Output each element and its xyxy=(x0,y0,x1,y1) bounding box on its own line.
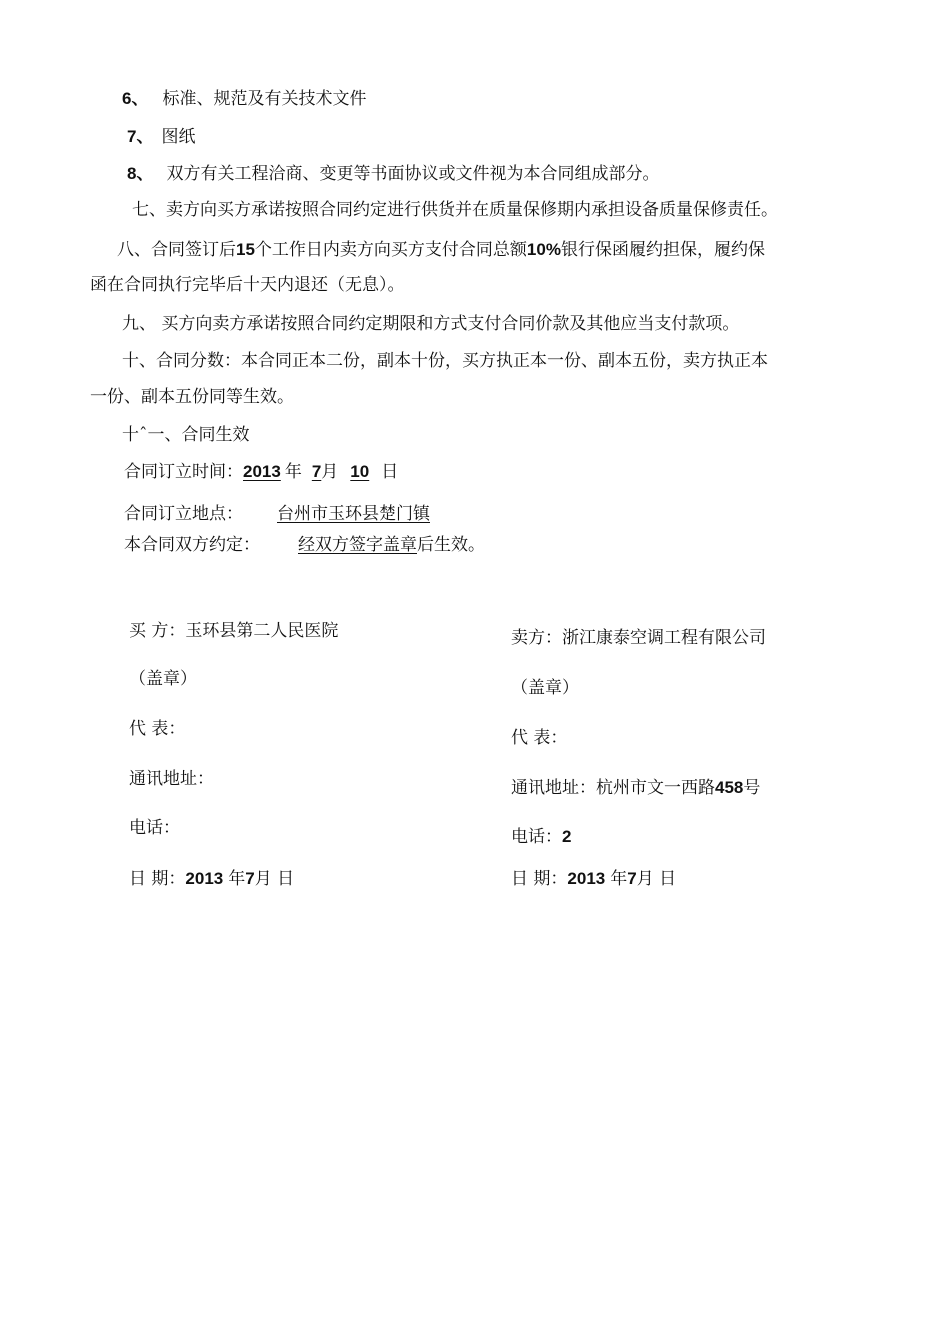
buyer-party: 买 方：玉环县第二人民医院 xyxy=(129,621,339,641)
clause-8-percent: 10% xyxy=(526,240,561,259)
clause-10-line2: 一份、副本五份同等生效。 xyxy=(90,387,294,407)
item-7-number: 7、 xyxy=(127,127,154,146)
item-6-number: 6、 xyxy=(122,89,149,108)
seller-phone-label: 电话： xyxy=(511,827,562,847)
clause-10-line1: 十、合同分数：本合同正本二份，副本十份，买方执正本一份、副本五份，卖方执正本 xyxy=(122,351,768,371)
seller-address-label: 通讯地址：杭州市文一西路 xyxy=(511,778,715,798)
signing-year-unit: 年 xyxy=(284,462,302,482)
clause-8-line1 xyxy=(117,241,765,259)
signing-place xyxy=(124,506,430,523)
seller-phone xyxy=(511,828,571,846)
signing-day: 10 xyxy=(350,462,370,481)
seller-date xyxy=(511,870,676,888)
seller-date-tail: 月 日 xyxy=(636,869,677,889)
clause-8-part-b: 个工作日内卖方向买方支付合同总额 xyxy=(254,240,527,260)
seller-address-tail: 号 xyxy=(743,778,761,798)
buyer-date-label: 日 期： xyxy=(129,869,186,889)
seller-address xyxy=(511,779,760,797)
buyer-date-month: 7 xyxy=(245,869,255,888)
buyer-address: 通讯地址： xyxy=(129,769,214,789)
buyer-representative: 代 表： xyxy=(129,719,186,739)
clause-8-days: 15 xyxy=(236,240,255,259)
buyer-date-tail: 月 日 xyxy=(254,869,295,889)
item-8-text: 双方有关工程洽商、变更等书面协议或文件视为本合同组成部分。 xyxy=(166,164,660,184)
effect-agreement-label: 本合同双方约定： xyxy=(124,535,260,555)
seller-address-number: 458 xyxy=(715,778,744,797)
seller-seal: （盖章） xyxy=(511,678,579,698)
buyer-seal: （盖章） xyxy=(129,669,197,689)
clause-8-line2: 函在合同执行完毕后十天内退还（无息）。 xyxy=(90,275,405,295)
signing-date xyxy=(124,463,398,481)
item-6 xyxy=(122,90,366,108)
item-6-text: 标准、规范及有关技术文件 xyxy=(162,89,367,109)
signing-month-unit: 月 xyxy=(321,462,339,482)
seller-phone-value: 2 xyxy=(562,827,572,846)
seller-date-year: 2013 xyxy=(567,869,606,888)
clause-11: 十ˆ一、合同生效 xyxy=(122,425,250,445)
seller-party: 卖方：浙江康泰空调工程有限公司 xyxy=(511,628,766,648)
seller-date-year-unit: 年 xyxy=(610,869,628,889)
seller-representative: 代 表： xyxy=(511,728,568,748)
seller-date-month: 7 xyxy=(627,869,637,888)
effect-agreement-rest: 后生效。 xyxy=(417,535,485,555)
signing-month: 7 xyxy=(311,462,322,481)
clause-7: 七、卖方向买方承诺按照合同约定进行供货并在质量保修期内承担设备质量保修责任。 xyxy=(132,200,778,220)
effect-agreement-underlined: 经双方签字盖章 xyxy=(298,535,417,555)
item-7 xyxy=(127,128,195,146)
item-8-number: 8、 xyxy=(127,164,154,183)
signing-place-label: 合同订立地点： xyxy=(124,504,243,524)
signing-day-unit: 日 xyxy=(381,462,399,482)
clause-9: 九、 买方向卖方承诺按照合同约定期限和方式支付合同价款及其他应当支付款项。 xyxy=(122,314,740,334)
signing-date-label: 合同订立时间： xyxy=(124,462,243,482)
signing-year: 2013 xyxy=(243,462,281,481)
signing-place-value: 台州市玉环县楚门镇 xyxy=(277,504,430,524)
item-7-text: 图纸 xyxy=(161,127,196,147)
seller-date-label: 日 期： xyxy=(511,869,568,889)
effect-agreement xyxy=(124,537,485,554)
clause-8-part-c: 银行保函履约担保，履约保 xyxy=(560,240,765,260)
clause-8-part-a: 八、合同签订后 xyxy=(117,240,236,260)
buyer-date xyxy=(129,870,294,888)
buyer-phone: 电话： xyxy=(129,818,180,838)
buyer-date-year-unit: 年 xyxy=(228,869,246,889)
item-8 xyxy=(127,165,659,183)
buyer-date-year: 2013 xyxy=(185,869,224,888)
